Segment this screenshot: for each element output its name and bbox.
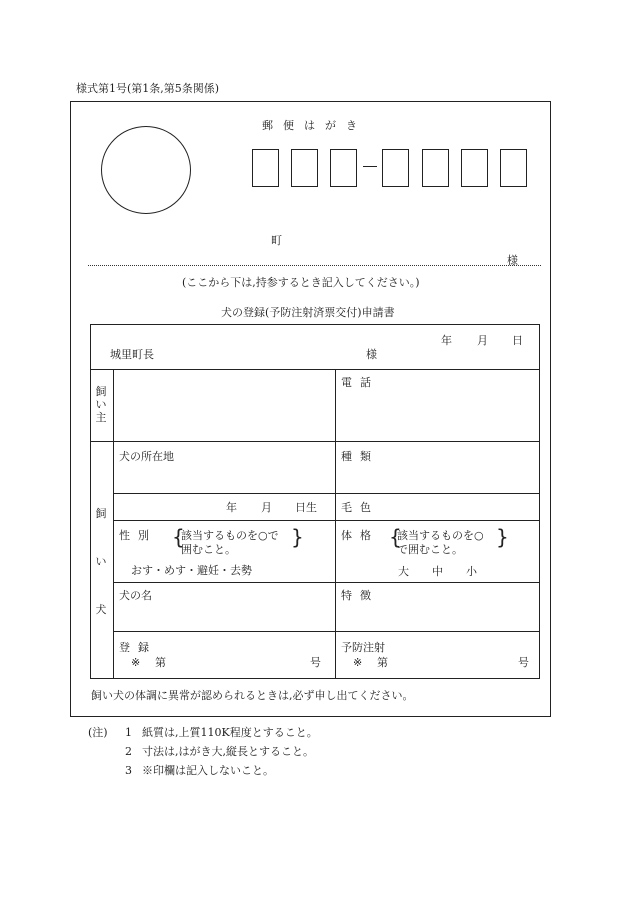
recipient-suffix: 様 <box>366 348 377 361</box>
note-text: 紙質は,上質110K程度とすること。 <box>142 726 318 739</box>
sex-note-line1: 該当するものを○で <box>181 529 279 542</box>
dog-location-label: 犬の所在地 <box>119 450 174 463</box>
cut-note: (ここから下は,持参するとき記入してください。) <box>182 276 420 289</box>
date-month: 月 <box>477 334 488 347</box>
column-divider <box>113 369 114 678</box>
cut-line <box>88 265 541 266</box>
row-divider <box>113 582 539 583</box>
postal-code-box[interactable] <box>330 149 357 187</box>
sex-note-line2: 囲むこと。 <box>181 543 236 556</box>
column-divider <box>335 369 336 678</box>
postal-code-box[interactable] <box>500 149 527 187</box>
phone-label: 電話 <box>341 376 379 389</box>
addressee-suffix: 様 <box>507 254 518 267</box>
coat-label: 毛色 <box>341 501 379 514</box>
size-large[interactable]: 大 <box>398 565 409 578</box>
registration-mark: ※ <box>131 656 141 669</box>
note-text: ※印欄は記入しないこと。 <box>142 764 274 777</box>
dog-section-label-1: 飼 <box>95 507 107 520</box>
size-small[interactable]: 小 <box>466 565 477 578</box>
vaccination-go: 号 <box>518 656 529 669</box>
postal-code-box[interactable] <box>252 149 279 187</box>
postal-code-box[interactable] <box>461 149 488 187</box>
row-divider <box>113 520 539 521</box>
vaccination-label: 予防注射 <box>341 641 385 654</box>
size-label: 体格 <box>341 529 379 542</box>
size-note-line1: 該当するものを○ <box>397 529 484 542</box>
postal-code-box[interactable] <box>382 149 409 187</box>
postal-code-box[interactable] <box>291 149 318 187</box>
sex-options[interactable]: おす・めす・避妊・去勢 <box>131 564 252 577</box>
postal-code-separator <box>363 166 377 167</box>
size-medium[interactable]: 中 <box>432 565 443 578</box>
birth-year: 年 <box>226 501 237 514</box>
breed-label: 種類 <box>341 450 379 463</box>
dog-section-label-3: 犬 <box>95 603 107 616</box>
sex-label: 性別 <box>119 529 157 542</box>
postcard-title: 郵便はがき <box>262 119 367 132</box>
owner-section-label: 飼 い 主 <box>95 385 107 424</box>
registration-dai: 第 <box>155 656 166 669</box>
size-note-line2: で囲むこと。 <box>397 543 463 556</box>
date-day: 日 <box>512 334 523 347</box>
registration-label: 登録 <box>119 641 157 654</box>
note-num: 1 <box>125 726 132 739</box>
left-brace-icon: { <box>172 525 185 549</box>
postal-code-box[interactable] <box>422 149 449 187</box>
stamp-circle <box>101 126 191 214</box>
right-brace-icon: } <box>291 525 304 549</box>
row-divider <box>90 441 539 442</box>
dog-section-label-2: い <box>95 555 107 568</box>
note-num: 2 <box>125 745 132 758</box>
row-divider <box>90 369 539 370</box>
row-divider <box>113 493 539 494</box>
features-label: 特徴 <box>341 589 379 602</box>
birth-day: 日生 <box>295 501 317 514</box>
date-year: 年 <box>441 334 452 347</box>
note-num: 3 <box>125 764 132 777</box>
note-text: 寸法は,はがき大,縦長とすること。 <box>142 745 314 758</box>
left-brace-icon: { <box>389 525 402 549</box>
vaccination-dai: 第 <box>377 656 388 669</box>
dog-name-label: 犬の名 <box>119 589 152 602</box>
health-note: 飼い犬の体調に異常が認められるときは,必ず申し出てください。 <box>91 689 414 702</box>
birth-month: 月 <box>261 501 272 514</box>
form-header: 様式第1号(第1条,第5条関係) <box>76 82 220 95</box>
application-title: 犬の登録(予防注射済票交付)申請書 <box>221 306 395 319</box>
town-label: 町 <box>271 234 282 247</box>
right-brace-icon: } <box>496 525 509 549</box>
recipient: 城里町長 <box>110 348 154 361</box>
row-divider <box>113 631 539 632</box>
vaccination-mark: ※ <box>353 656 363 669</box>
notes-label: (注) <box>88 726 108 739</box>
registration-go: 号 <box>310 656 321 669</box>
